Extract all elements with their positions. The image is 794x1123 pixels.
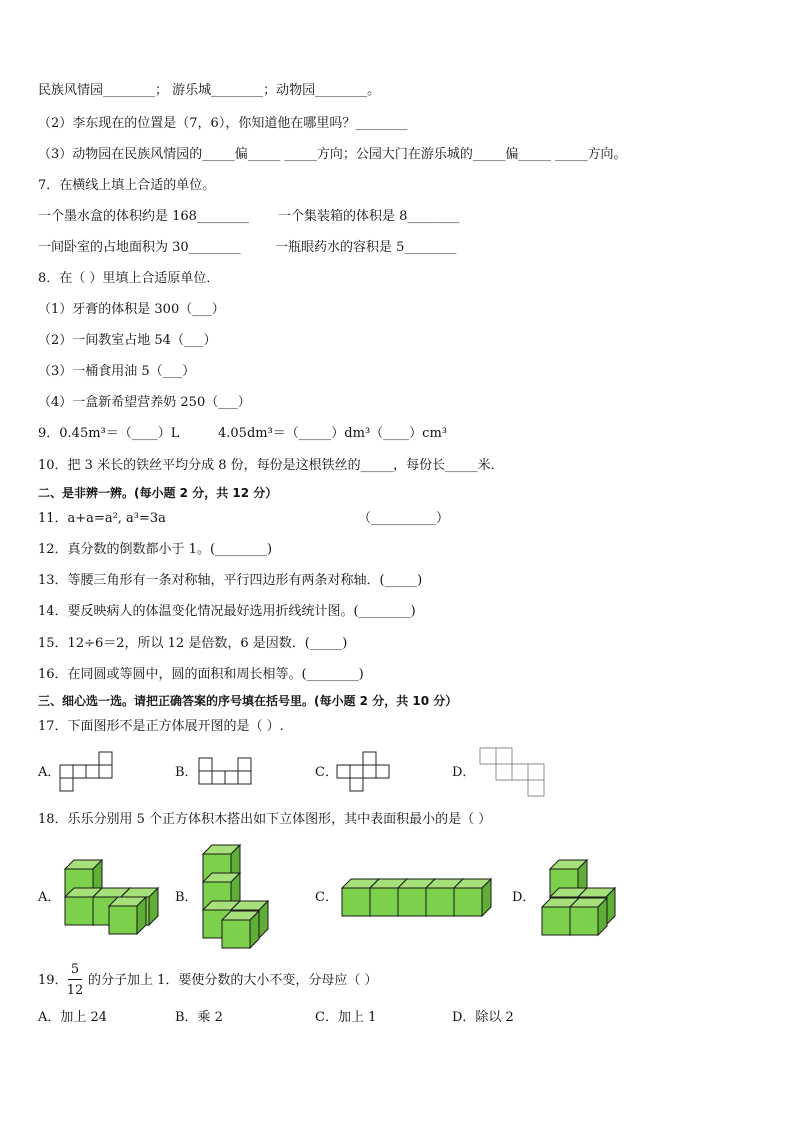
q18-figure-a xyxy=(62,855,162,935)
cube xyxy=(222,911,259,948)
line-1: 民族风情园________； 游乐城________；动物园________。 xyxy=(38,83,381,98)
q17-option-a-label: A． xyxy=(38,765,61,780)
cube xyxy=(109,897,146,934)
q7-item-b: 一个集装箱的体积是 8________ xyxy=(278,209,460,224)
question-9-b: 4.05dm³＝（_____）dm³（____）cm³ xyxy=(218,426,447,441)
q18-figure-d xyxy=(540,855,620,935)
cube xyxy=(570,898,607,935)
question-10: 10．把 3 米长的铁丝平均分成 8 份，每份是这根铁丝的_____，每份长_____米． xyxy=(38,458,504,473)
q19-option-a: A．加上 24 xyxy=(38,1010,108,1025)
q17-net-a xyxy=(60,752,120,792)
q8-item-1: （1）牙膏的体积是 300（___） xyxy=(38,302,225,317)
question-7: 7．在横线上填上合适的单位。 xyxy=(38,178,216,193)
section-2-heading: 二、是非辨一辨。(每小题 2 分，共 12 分） xyxy=(38,486,278,500)
cube xyxy=(454,879,491,916)
q18-option-a-label: A． xyxy=(38,890,61,905)
q7-item-c: 一间卧室的占地面积为 30________ xyxy=(38,240,241,255)
q19-option-b: B．乘 2 xyxy=(175,1010,223,1025)
question-19-number: 19． xyxy=(38,973,68,988)
q7-item-d: 一瓶眼药水的容积是 5________ xyxy=(275,240,457,255)
question-14: 14．要反映病人的体温变化情况最好选用折线统计图。(________) xyxy=(38,604,416,619)
q19-option-d: D．除以 2 xyxy=(452,1010,514,1025)
question-9-a: 9．0.45m³＝（____）L xyxy=(38,426,180,441)
q8-item-4: （4）一盒新希望营养奶 250（___） xyxy=(38,395,251,410)
q17-option-b-label: B． xyxy=(175,765,198,780)
q17-option-d-label: D． xyxy=(452,765,476,780)
q17-net-c xyxy=(337,752,393,794)
question-18: 18．乐乐分别用 5 个正方体积木搭出如下立体图形，其中表面积最小的是（ ） xyxy=(38,812,492,827)
q18-option-c-label: C． xyxy=(315,890,338,905)
question-13: 13．等腰三角形有一条对称轴，平行四边形有两条对称轴．(_____) xyxy=(38,573,423,588)
question-15: 15．12÷6＝2，所以 12 是倍数，6 是因数．(_____) xyxy=(38,636,348,651)
q18-figure-c xyxy=(340,876,500,921)
question-16: 16．在同圆或等圆中，圆的面积和周长相等。(________) xyxy=(38,667,364,682)
q8-item-2: （2）一间教室占地 54（___） xyxy=(38,333,217,348)
question-11: 11．a+a=a², a³=3a xyxy=(38,511,166,526)
fraction-denominator: 12 xyxy=(66,983,84,998)
q18-option-b-label: B． xyxy=(175,890,198,905)
q7-item-a: 一个墨水盒的体积约是 168________ xyxy=(38,209,249,224)
fraction-numerator: 5 xyxy=(70,962,80,977)
q18-figure-b xyxy=(200,840,280,960)
question-11-blank: （__________） xyxy=(358,511,450,526)
line-q3: （3）动物园在民族风情园的_____偏_____ _____方向；公园大门在游乐城的_____偏_____ _____方向。 xyxy=(38,147,627,162)
question-8: 8．在（ ）里填上合适原单位． xyxy=(38,271,220,286)
question-17: 17．下面图形不是正方体展开图的是（ ）. xyxy=(38,719,284,734)
q17-net-b xyxy=(199,758,255,788)
fraction-bar xyxy=(68,979,82,980)
q18-option-d-label: D． xyxy=(512,890,536,905)
question-12: 12．真分数的倒数都小于 1。(________) xyxy=(38,542,273,557)
question-19-text: 的分子加上 1．要使分数的大小不变，分母应（ ） xyxy=(88,973,378,988)
q17-net-d xyxy=(480,748,550,800)
q19-option-c: C．加上 1 xyxy=(315,1010,377,1025)
q17-option-c-label: C． xyxy=(315,765,338,780)
section-3-heading: 三、细心选一选。请把正确答案的序号填在括号里。(每小题 2 分，共 10 分） xyxy=(38,694,458,708)
q8-item-3: （3）一桶食用油 5（___） xyxy=(38,364,196,379)
line-q2: （2）李东现在的位置是（7，6），你知道他在哪里吗？________ xyxy=(38,116,408,131)
